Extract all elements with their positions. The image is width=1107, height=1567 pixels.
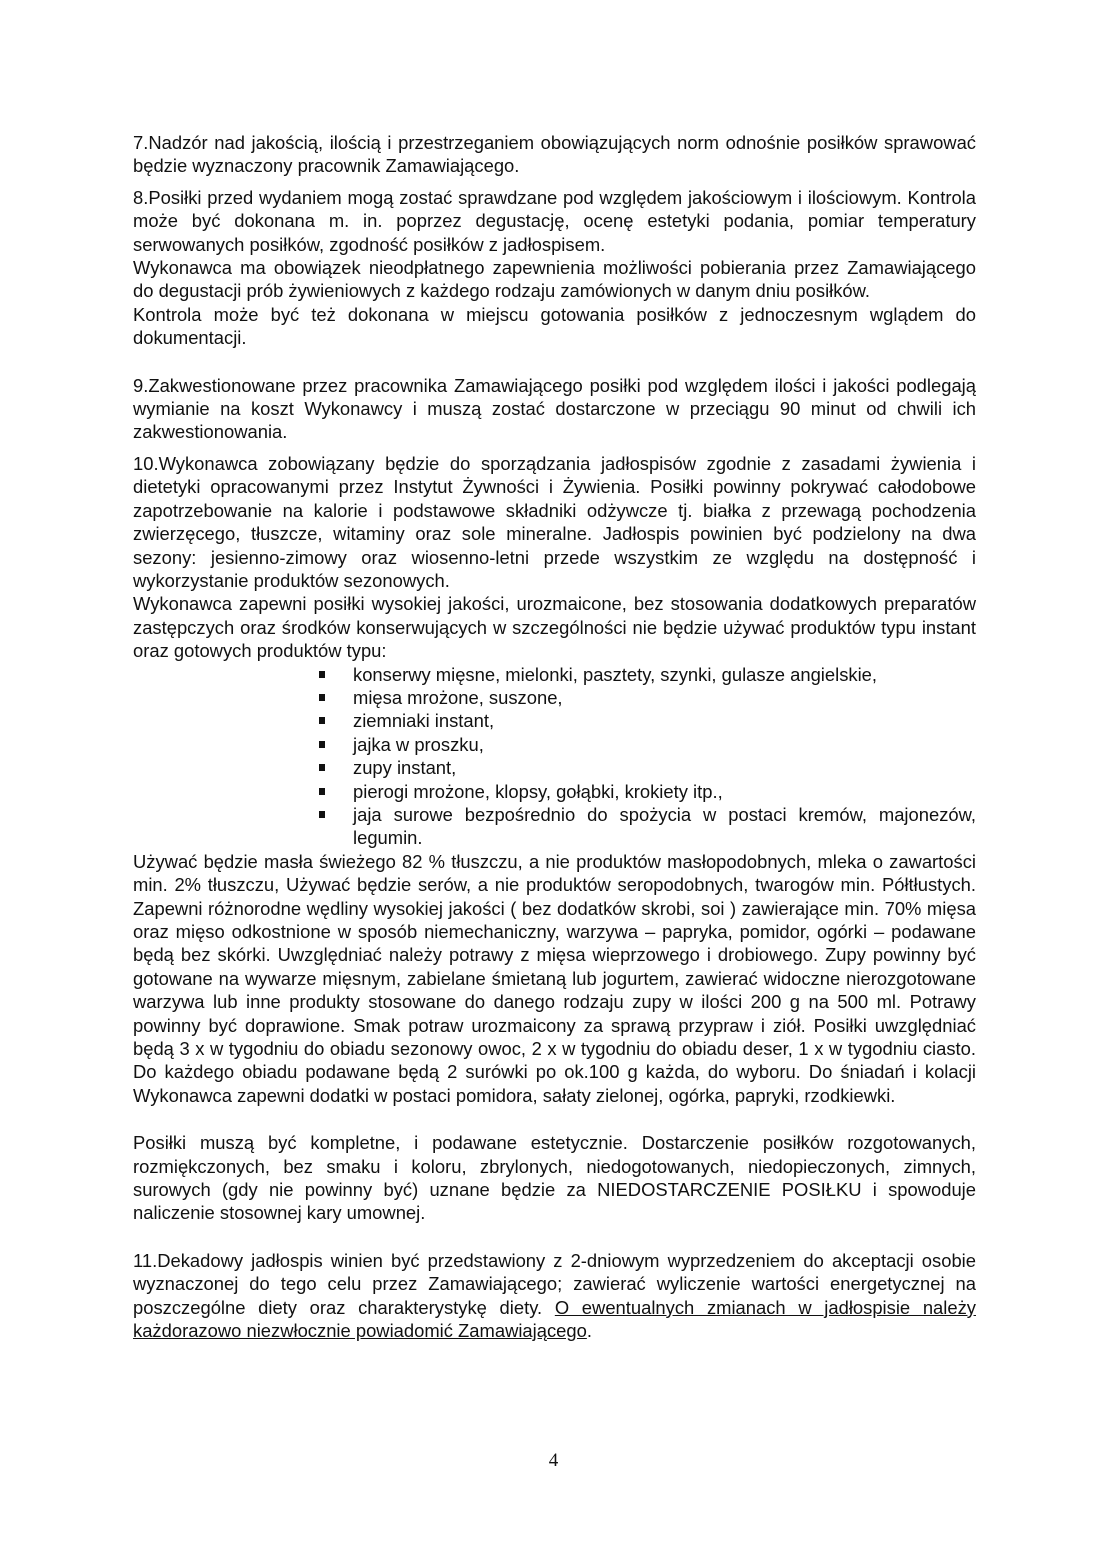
list-item: ziemniaki instant, xyxy=(305,709,976,732)
list-item: jaja surowe bezpośrednio do spożycia w postaci kremów, majonezów, legumin. xyxy=(305,803,976,850)
paragraph-10-quality: Wykonawca zapewni posiłki wysokiej jakości, urozmaicone, bez stosowania dodatkowych preparatów zastępczych oraz środków konserwujących w szczególności nie będzie używać produktów typu instant oraz gotowych produktów typu: xyxy=(133,593,976,662)
page-number: 4 xyxy=(548,1450,559,1471)
paragraph-7: 7.Nadzór nad jakością, ilością i przestrzeganiem obowiązujących norm odnośnie posiłków sprawować będzie wyznaczony pracownik Zamawiającego. xyxy=(133,132,976,177)
paragraph-11-end: . xyxy=(586,1320,592,1342)
paragraph-10: 10.Wykonawca zobowiązany będzie do sporządzania jadłospisów zgodnie z zasadami żywienia i dietetyki opracowanymi przez Instytut Żywności i Żywienia. Posiłki powinny pokrywać całodobowe zapotrzebowanie na kalorie i podstawowe składniki odżywcze tj. białka z przewagą pochodzenia zwierzęcego, tłuszcze, witaminy oraz sole mineralne. Jadłospis powinien być podzielony na dwa sezony: jesienno-zimowy oraz wiosenno-letni przede wszystkim ze względu na dostępność i wykorzystanie produktów sezonowych. xyxy=(133,452,976,591)
list-item: zupy instant, xyxy=(305,756,976,779)
list-item: konserwy mięsne, mielonki, pasztety, szynki, gulasze angielskie, xyxy=(305,663,976,686)
paragraph-10-completeness: Posiłki muszą być kompletne, i podawane estetycznie. Dostarczenie posiłków rozgotowanych, rozmiękczonych, bez smaku i koloru, zbrylonych, niedogotowanych, niedopieczonych, zimnych, surowych (gdy nie powinny być) uznane będzie za NIEDOSTARCZENIE POSIŁKU i spowoduje naliczenie stosownej kary umownej. xyxy=(133,1132,976,1224)
paragraph-9: 9.Zakwestionowane przez pracownika Zamawiającego posiłki pod względem ilości i jakości podlegają wymianie na koszt Wykonawcy i muszą zostać dostarczone w przeciągu 90 minut od chwili ich zakwestionowania. xyxy=(133,374,976,443)
paragraph-8-control: Kontrola może być też dokonana w miejscu gotowania posiłków z jednoczesnym wglądem do dokumentacji. xyxy=(133,303,976,349)
paragraph-10-ingredients: Używać będzie masła świeżego 82 % tłuszczu, a nie produktów masłopodobnych, mleka o zawartości min. 2% tłuszczu, Używać będzie serów, a nie produktów seropodobnych, twarogów min. Półtłustych. Zapewni różnorodne wędliny wysokiej jakości ( bez dodatków skrobi, soi ) zawierające min. 70% mięsa oraz mięso odkostnione w sposób niemechaniczny, warzywa – papryka, pomidor, ogórki – podawane będą bez skórki. Uwzględniać należy potrawy z mięsa wieprzowego i drobiowego. Zupy powinny być gotowane na wywarze mięsnym, zabielane śmietaną lub jogurtem, zawierać widoczne nierozgotowane warzywa lub inne produkty stosowane do danego rodzaju zupy w ilości 200 g na 500 ml. Potrawy powinny być doprawione. Smak potraw urozmaicony za sprawą przypraw i ziół. Posiłki uwzględniać będą 3 x w tygodniu do obiadu sezonowy owoc, 2 x w tygodniu do obiadu deser, 1 x w tygodniu ciasto. Do każdego obiadu podawane będą 2 surówki po ok.100 g każda, do wyboru. Do śniadań i kolacji Wykonawca zapewni dodatki w postaci pomidora, sałaty zielonej, ogórka, papryki, rzodkiewki. xyxy=(133,850,976,1106)
prohibited-products-list xyxy=(133,663,976,850)
list-item: pierogi mrożone, klopsy, gołąbki, krokiety itp., xyxy=(305,780,976,803)
list-item: mięsa mrożone, suszone, xyxy=(305,686,976,709)
paragraph-8-obligation: Wykonawca ma obowiązek nieodpłatnego zapewnienia możliwości pobierania przez Zamawiającego do degustacji prób żywieniowych z każdego rodzaju zamówionych w danym dniu posiłków. xyxy=(133,257,976,302)
document-body xyxy=(133,131,976,1343)
list-item: jajka w proszku, xyxy=(305,733,976,756)
paragraph-8: 8.Posiłki przed wydaniem mogą zostać sprawdzane pod względem jakościowym i ilościowym. Kontrola może być dokonana m. in. poprzez degustację, ocenę estetyki podania, pomiar temperatury serwowanych posiłków, zgodność posiłków z jadłospisem. xyxy=(133,186,976,255)
paragraph-11-text: 11.Dekadowy jadłospis winien być przedstawiony z 2-dniowym wyprzedzeniem do akceptacji osobie wyznaczonej do tego celu przez Zamawiającego; zawierać wyliczenie wartości energetycznej na poszczególne diety oraz charakterystykę diety. xyxy=(133,1249,976,1318)
paragraph-11-underlined: O ewentualnych zmianach w jadłospisie należy każdorazowo niezwłocznie powiadomić Zamawiającego xyxy=(133,1296,976,1342)
paragraph-11 xyxy=(133,1249,976,1343)
